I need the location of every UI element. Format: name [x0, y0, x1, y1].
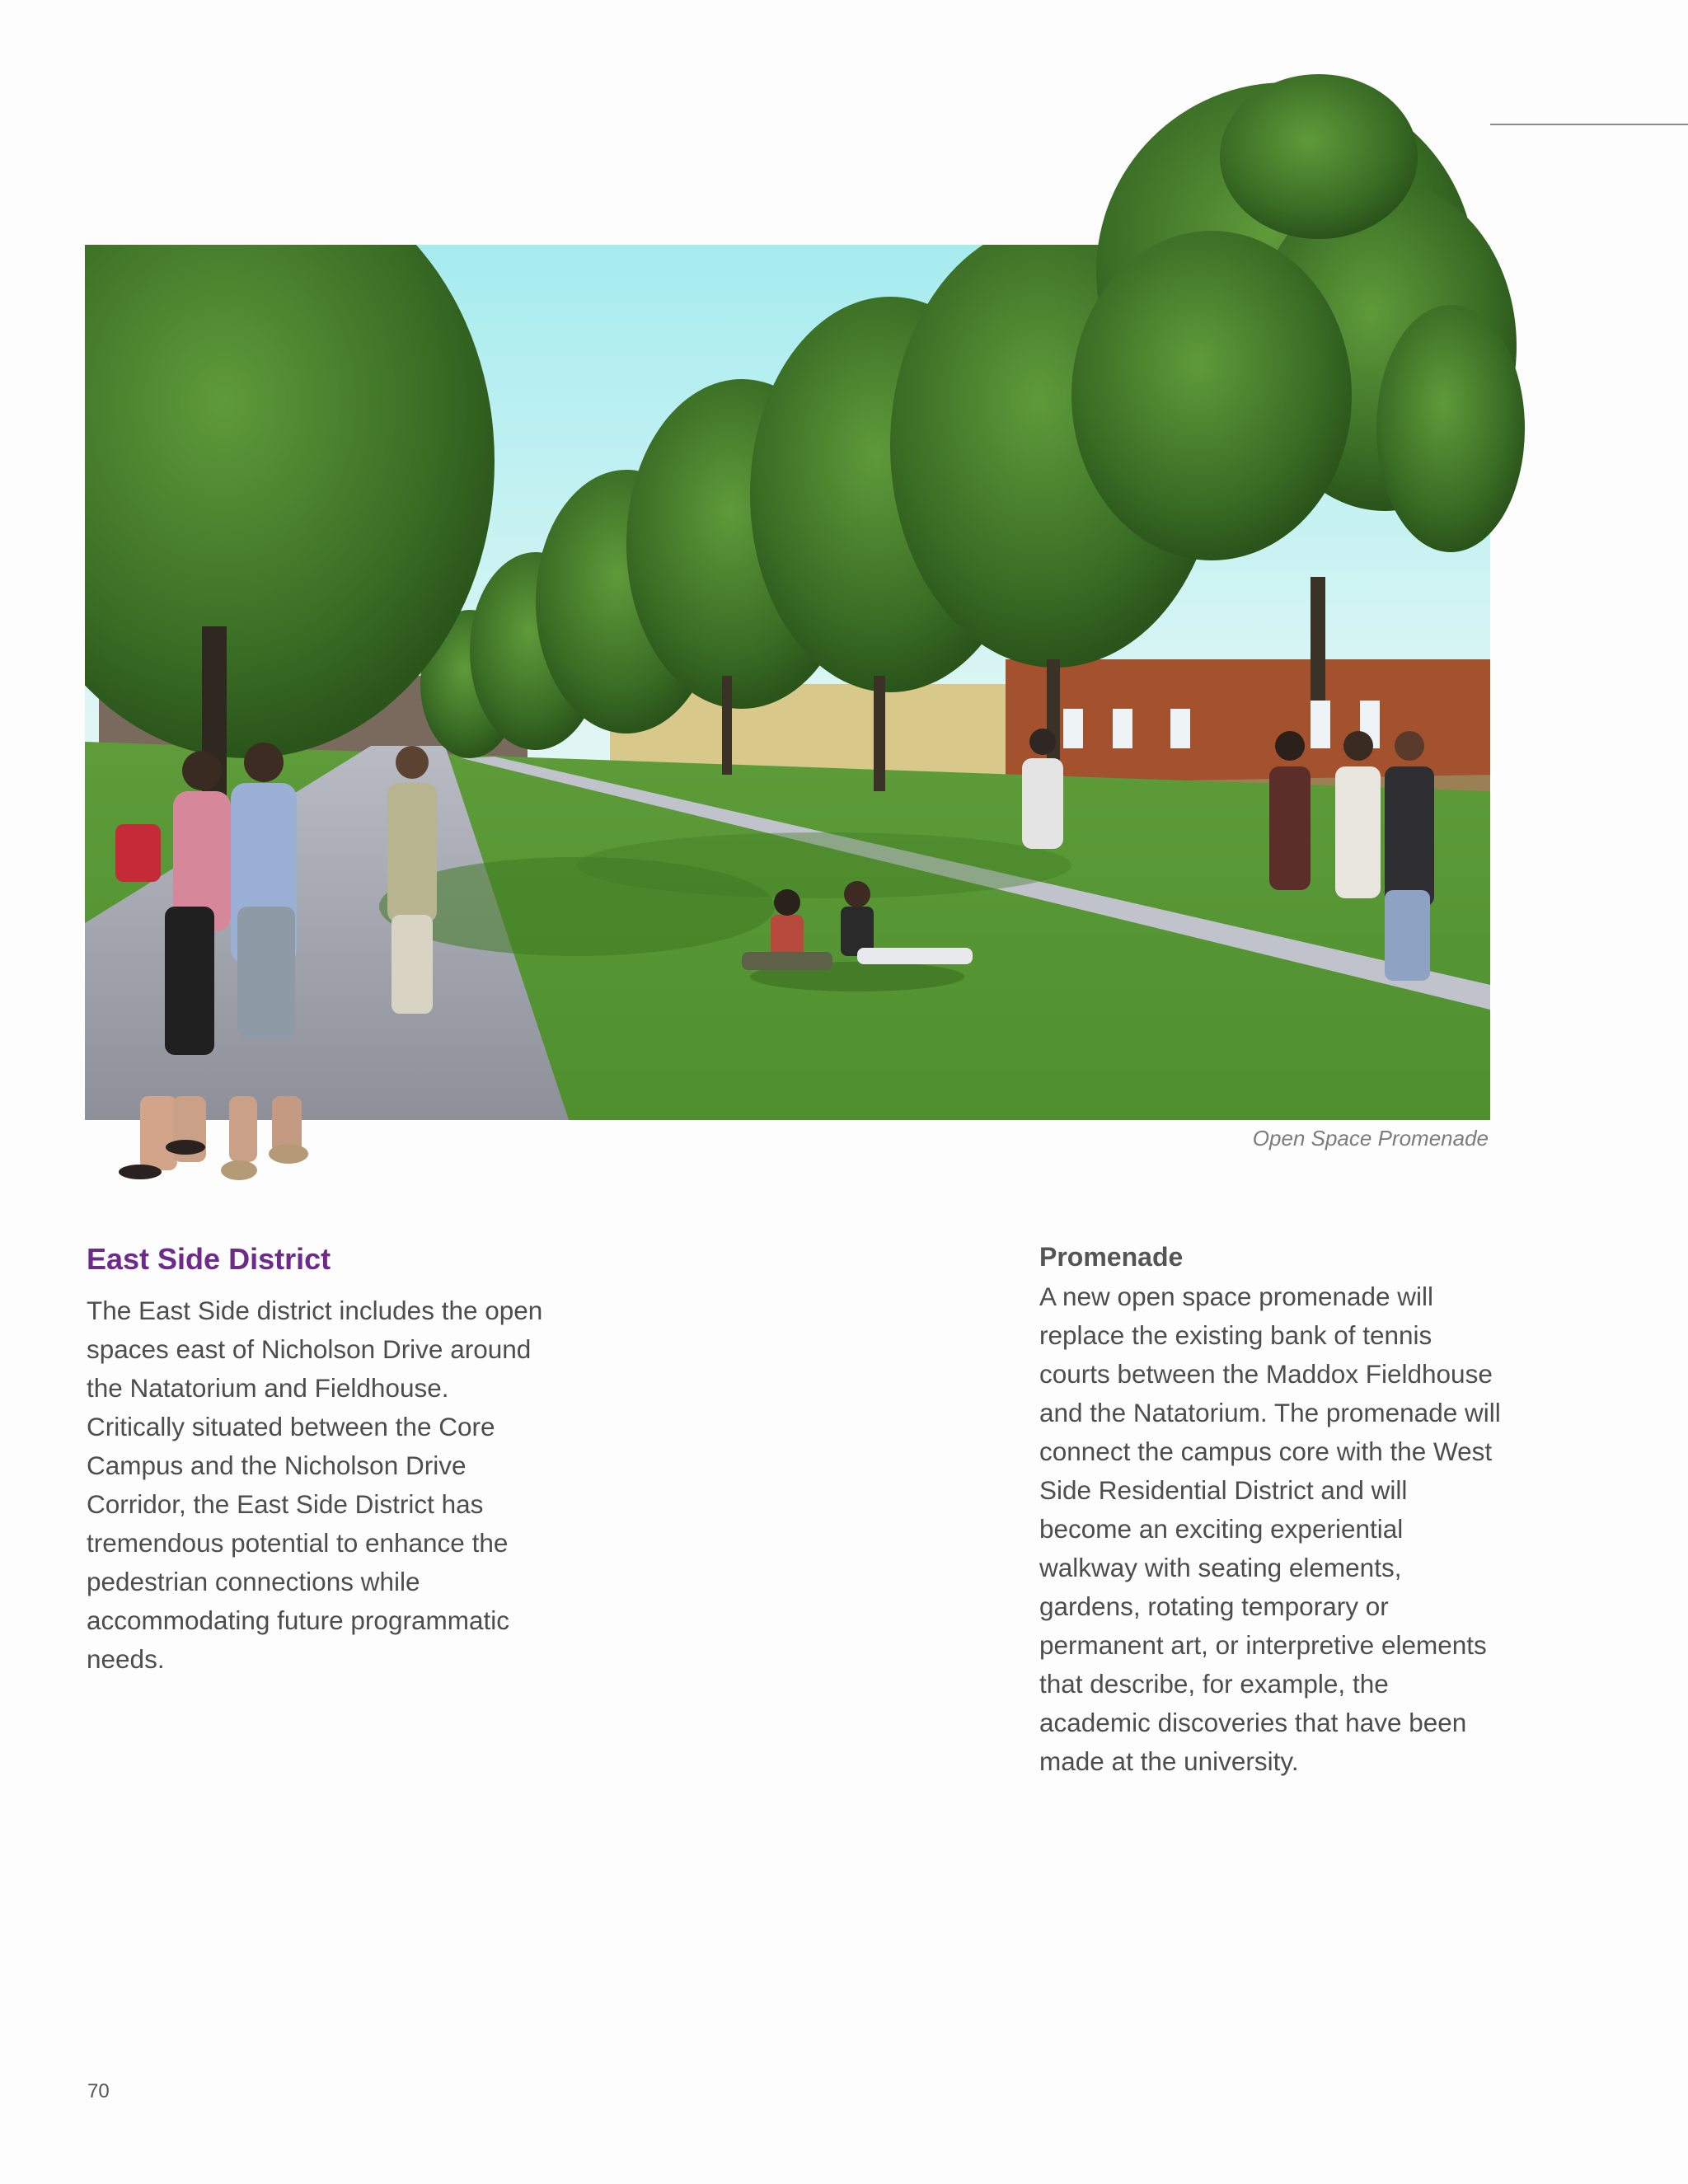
- image-caption: Open Space Promenade: [1252, 1126, 1489, 1151]
- section-body: The East Side district includes the open spaces east of Nicholson Drive around the Natatorium and Fieldhouse. Critically situated between the Core Campus and the Nicholson Drive Corridor, the East Side District has tremendous potential to enhance the pedestrian connections while accommodating future programmatic needs.: [87, 1296, 543, 1675]
- section-heading: East Side District: [87, 1242, 331, 1276]
- promenade-section: [1039, 1241, 1501, 1781]
- subsection-body: A new open space promenade will replace the existing bank of tennis courts between the Maddox Fieldhouse and the Natatorium. The promenade will connect the campus core with the West Side Residential District and will become an exciting experiential walkway with seating elements, gardens, rotating temporary or permanent art, or interpretive elements that describe, for example, the academic discoveries that have been made at the university.: [1039, 1282, 1501, 1777]
- east-side-section: [87, 1241, 548, 1679]
- page-number: 70: [87, 2080, 110, 2102]
- subsection-heading: Promenade: [1039, 1242, 1184, 1272]
